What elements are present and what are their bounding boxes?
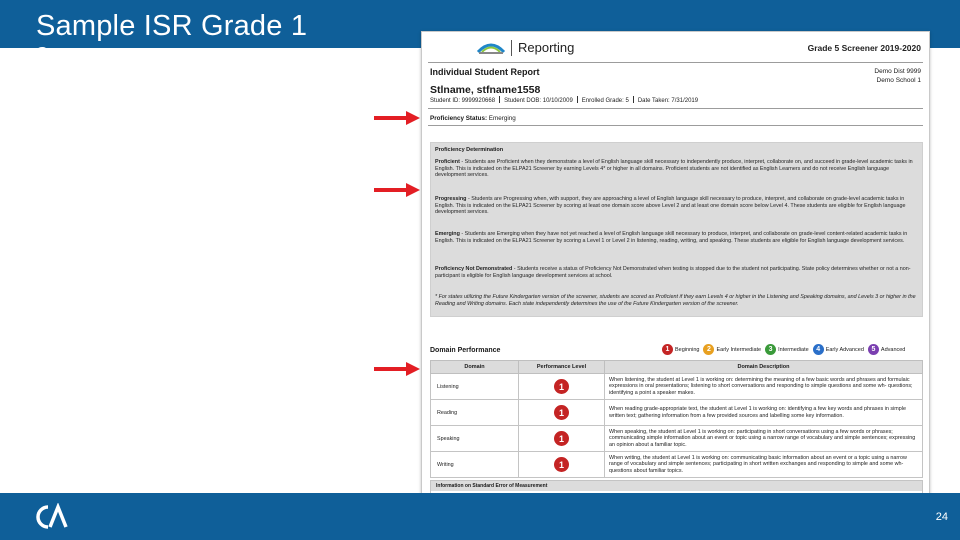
app-name: Reporting [518,40,575,55]
domain-cell: Writing [431,452,519,478]
pd-not-demonstrated: Proficiency Not Demonstrated - Students receive a status of Proficiency Not Demonstrated when testing is stopped due to the student not participating. State policy determines whether or not a non-participant is eligible for English language development services at school. [435,266,911,279]
arrow-icon [374,183,420,197]
domain-performance-title: Domain Performance [430,347,501,354]
pd-progressing: Progressing - Students are Progressing when, with support, they are approaching a level of English language skill necessary to produce, interpret, and collaborate on grade-level academic tasks in English. This is indicated on the ELPA21 Screener by scoring at least one domain score above Level 2 and at least one domain score below Level 4. These students are eligible for English language development services. [435,196,906,216]
district-school [874,67,921,85]
school-name: Demo School 1 [876,77,921,84]
pd-heading: Proficiency Determination [435,147,504,153]
column-header: Performance Level [519,361,605,374]
domain-cell: Speaking [431,426,519,452]
level-cell [519,374,605,400]
proficiency-status-label: Proficiency Status: [430,115,488,122]
legend-dot: 5 [868,344,879,355]
proficiency-status-value: Emerging [488,115,516,122]
legend-dot: 4 [813,344,824,355]
table-row [431,426,923,452]
report-title: Individual Student Report [430,67,540,77]
date-taken: Date Taken: 7/31/2019 [637,98,699,104]
column-header: Domain Description [605,361,923,374]
domain-cell: Listening [431,374,519,400]
table-header-row [431,361,923,374]
slide-title-continuation: S [36,44,49,64]
report-header [422,32,929,62]
level-badge: 1 [554,405,569,420]
arrow-icon [374,362,420,376]
domain-performance-table [430,360,923,478]
level-cell [519,426,605,452]
arrow-icon [374,111,420,125]
student-meta [430,96,698,104]
description-cell: When listening, the student at Level 1 is working on: determining the meaning of a few basic words and phrases and formulaic expressions in oral presentations; listening to short conversations and responding to simple questions and some wh- questions; identifying a point a speaker makes. [605,374,923,400]
legend-item: 5 Advanced [868,344,905,355]
pd-emerging: Emerging - Students are Emerging when they have not yet reached a level of English language skill necessary to produce, interpret, and collaborate on grade-level content-related academic tasks in English. This is indicated on the ELPA21 Screener by scoring a Level 1 or Level 2 in listening, reading, writing, and speaking. These students are eligible for English language development services. [435,231,908,244]
student-name: Stlname, stfname1558 [430,84,541,96]
individual-student-report [421,31,930,530]
table-row [431,452,923,478]
screener-title: Grade 5 Screener 2019-2020 [807,43,921,53]
level-badge: 1 [554,431,569,446]
legend-item: 4 Early Advanced [813,344,864,355]
enrolled-grade: Enrolled Grade: 5 [581,98,629,104]
performance-legend [662,344,909,355]
description-cell: When writing, the student at Level 1 is working on: communicating basic information about an event or a topic using a narrow range of vocabulary and simple sentences; participating in short written exchanges and responding to simple and some wh-questions about familiar topics. [605,452,923,478]
district-name: Demo Dist 9999 [874,68,921,75]
description-cell: When reading grade-appropriate text, the student at Level 1 is working on: identifying a few key words and phrases in simple written text; gathering information from a few provided sources and labelling some key information. [605,400,923,426]
header-divider [511,40,512,56]
divider [428,125,923,126]
legend-dot: 1 [662,344,673,355]
student-dob: Student DOB: 10/10/2009 [504,98,573,104]
pd-footnote: * For states utilizing the Future Kindergarten version of the screener, students are scored as Proficient if they earn Levels 4 or higher in the Listening and Speaking domains, and Levels 3 or higher in the Reading and Writing domains. Each state independently determines the use of the Future Kindergarten version of the screener. [435,294,916,307]
legend-item: 1 Beginning [662,344,699,355]
proficiency-status [430,115,516,122]
table-row [431,400,923,426]
page-number: 24 [935,511,948,523]
level-badge: 1 [554,457,569,472]
divider [428,108,923,109]
table-row [431,374,923,400]
description-cell: When speaking, the student at Level 1 is working on: participating in short conversations using a few words or phrases; communicating simple information about an event or topic using a narrow range of vocabulary and simple sentences; expressing an opinion about a familiar topic. [605,426,923,452]
student-id: Student ID: 9999920668 [430,98,496,104]
domain-cell: Reading [431,400,519,426]
proficiency-determination-box [430,142,923,317]
legend-item: 3 Intermediate [765,344,809,355]
elpa21-logo [476,40,506,56]
pd-proficient: Proficient - Students are Proficient when they demonstrate a level of English language skill necessary to independently produce, interpret, collaborate on, and succeed in grade-level academic tasks in English. This is indicated on the ELPA21 Screener by earning Levels 4* or higher in all domains. Proficient students are not identified as English Learners and do not receive English language development services. [435,159,913,179]
slide-title: Sample ISR Grade 1 [36,10,308,42]
legend-item: 2 Early Intermediate [703,344,761,355]
ca-logo-icon [34,503,68,531]
column-header: Domain [431,361,519,374]
level-cell [519,400,605,426]
sem-heading: Information on Standard Error of Measurement [431,481,922,491]
legend-dot: 2 [703,344,714,355]
legend-dot: 3 [765,344,776,355]
level-cell [519,452,605,478]
slide-footer-bar [0,493,960,540]
level-badge: 1 [554,379,569,394]
divider [428,62,923,63]
